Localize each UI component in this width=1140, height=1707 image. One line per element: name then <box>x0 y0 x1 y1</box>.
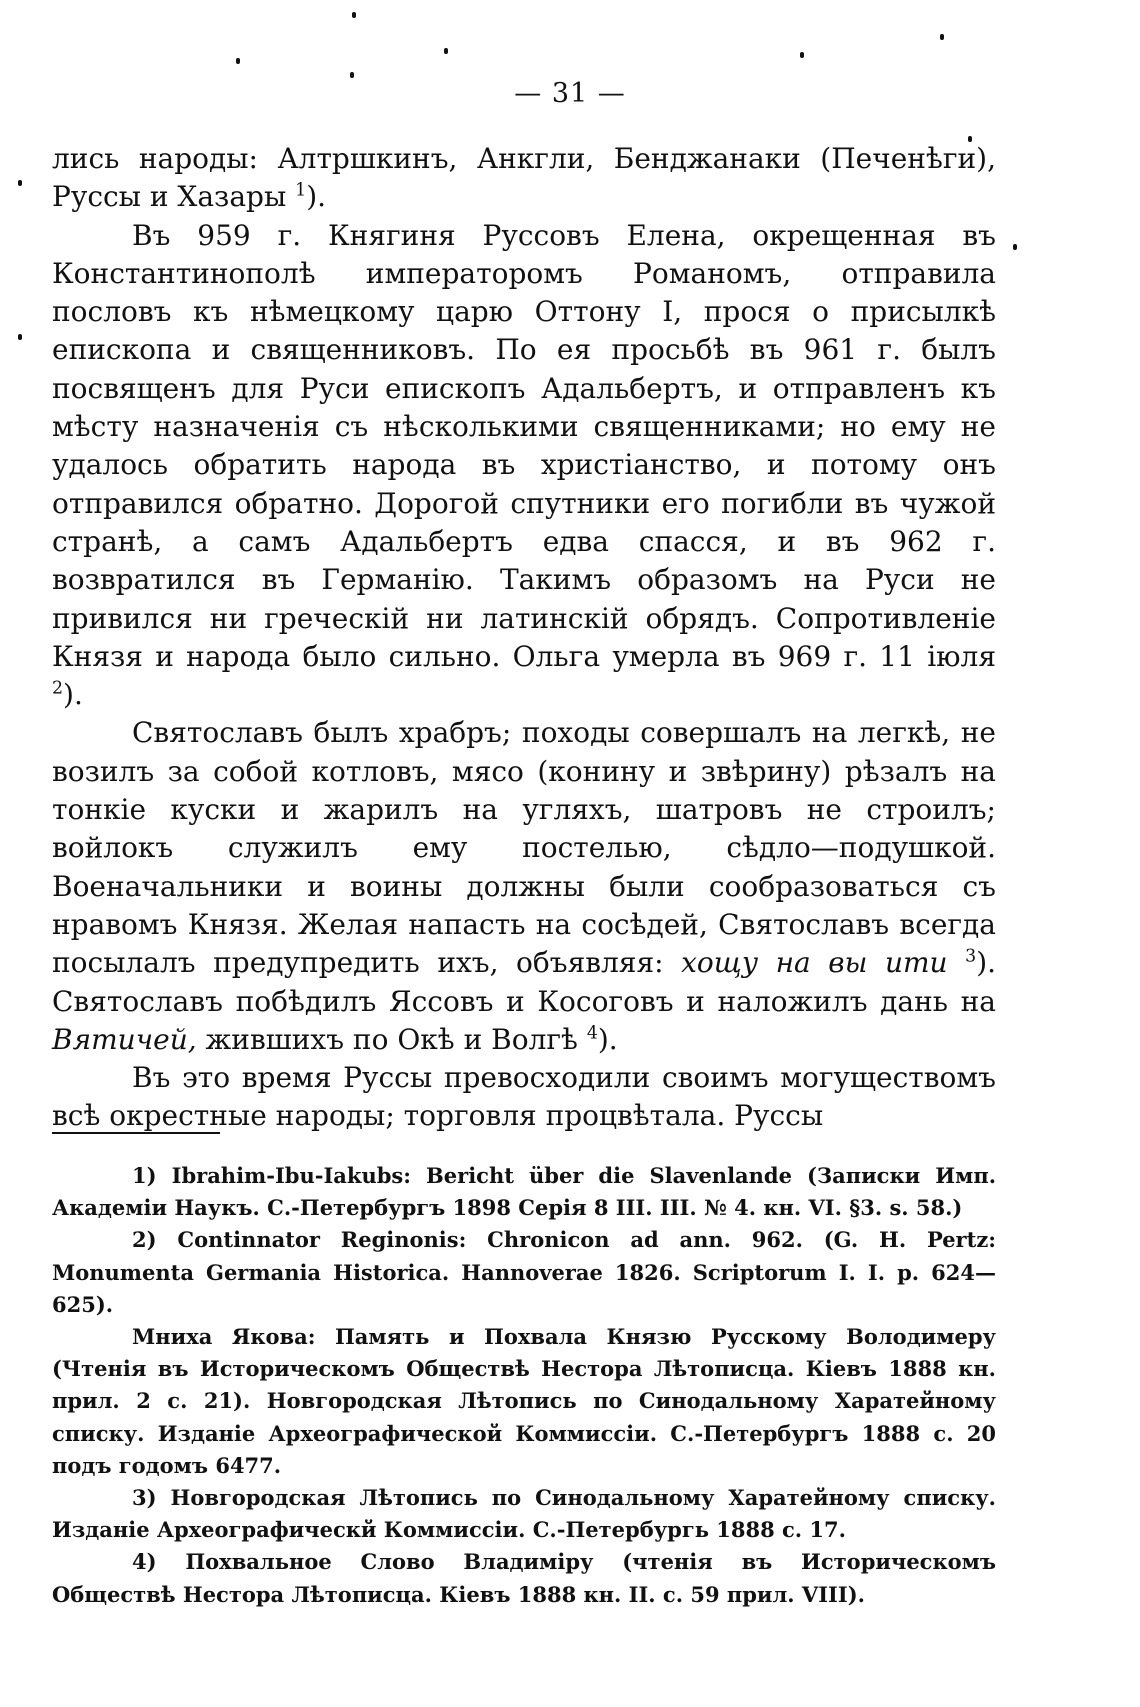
footnote: 3) Новгородская Лѣтопись по Синодальному Харатейному списку. Изданіе Археографическй Коммиссіи. С.-Петербургь 1888 с. 17. <box>52 1485 996 1543</box>
paragraph-olga: Въ 959 г. Княгиня Руссовъ Елена, окрещенная въ Константинополѣ императоромъ Романомъ, отправила пословъ къ нѣмецкому царю Оттону I, прося о присылкѣ епископа и священниковъ. По ея просьбѣ въ 961 г. былъ посвященъ для Руси епископъ Адальбертъ, и отправленъ къ мѣсту назначенія съ нѣсколькими священниками; но ему не удалось обратить народа въ христіанство, и потому онъ отправился обратно. Дорогой спутники его погибли въ чужой странѣ, а самъ Адальбертъ едва спасся, и въ 962 г. возвратился въ Германію. Такимъ образомъ на Руси не привился ни греческій ни латинскій обрядъ. Сопротивленіе Князя и народа было сильно. Ольга умерла въ 969 г. 11 іюля $^2$). <box>52 218 996 712</box>
footnote-divider <box>52 1132 220 1134</box>
main-text <box>52 140 996 1136</box>
print-speck <box>1013 244 1017 250</box>
footnote: Мниха Якова: Память и Похвала Князю Русскому Володимеру (Чтенія въ Историческомъ Обществѣ Нестора Лѣтописца. Кіевъ 1888 кн. прил. 2 с. 21). Новгородская Лѣтопись по Синодальному Харатейному списку. Изданіе Археографической Коммиссіи. С.-Петербургъ 1888 с. 20 подъ годомъ 6477. <box>52 1324 996 1478</box>
print-speck <box>940 34 944 40</box>
paragraph-trade: Въ это время Руссы превосходили своимъ могуществомъ всѣ окрестные народы; торговля процвѣтала. Руссы <box>52 1061 996 1133</box>
footnotes <box>52 1160 996 1611</box>
print-speck <box>236 58 240 64</box>
footnote-ref: 1 <box>295 180 307 201</box>
footnote-ref: 3 <box>965 946 977 967</box>
footnote-ref: 2 <box>52 678 64 699</box>
page-number: — 31 — <box>514 78 626 109</box>
paragraph-continuation: лись народы: Алтршкинъ, Анкгли, Бенджанаки (Печенѣги), Руссы и Хазары $^1$). <box>52 142 996 214</box>
footnote: 4) Похвальное Слово Владиміру (чтенія въ Историческомъ Обществѣ Нестора Лѣтописца. Кіевъ 1888 кн. II. с. 59 прил. VIII). <box>52 1549 996 1607</box>
footnote: 1) Ibrahim-Ibu-Iakubs: Bericht über die Slavenlande (Записки Имп. Академіи Наукъ. С.-Петербургъ 1898 Серія 8 III. III. № 4. кн. VI. §3. s. 58.) <box>52 1163 997 1221</box>
footnote-ref: 4 <box>586 1023 598 1044</box>
print-speck <box>18 180 22 186</box>
paragraph-svyatoslav: Святославъ былъ храбръ; походы совершалъ на легкѣ, не возилъ за собой котловъ, мясо (конину и звѣрину) рѣзалъ на тонкіе куски и жарилъ на угляхъ, шатровъ не строилъ; войлокъ служилъ ему постелью, сѣдло—подушкой. Военачальники и воины должны были сообразоваться съ нравомъ Князя. Желая напасть на сосѣдей, Святославъ всегда посылалъ предупредить ихъ, объявляя: хощу на вы ити $^3$). Святославъ побѣдилъ Яссовъ и Косоговъ и наложилъ дань на Вятичей, жившихъ по Окѣ и Волгѣ $^4$). <box>52 716 997 1056</box>
footnote: 2) Continnator Reginonis: Chronicon ad ann. 962. (G. H. Pertz: Monumenta Germania Historica. Hannoverae 1826. Scriptorum I. I. p. 624—625). <box>52 1227 996 1317</box>
print-speck <box>18 334 22 340</box>
print-speck <box>444 48 448 54</box>
print-speck <box>800 52 804 58</box>
quote-italic: хощу на вы ити <box>681 946 948 980</box>
tribe-italic: Вятичей, <box>52 1022 197 1056</box>
print-speck <box>352 12 356 18</box>
